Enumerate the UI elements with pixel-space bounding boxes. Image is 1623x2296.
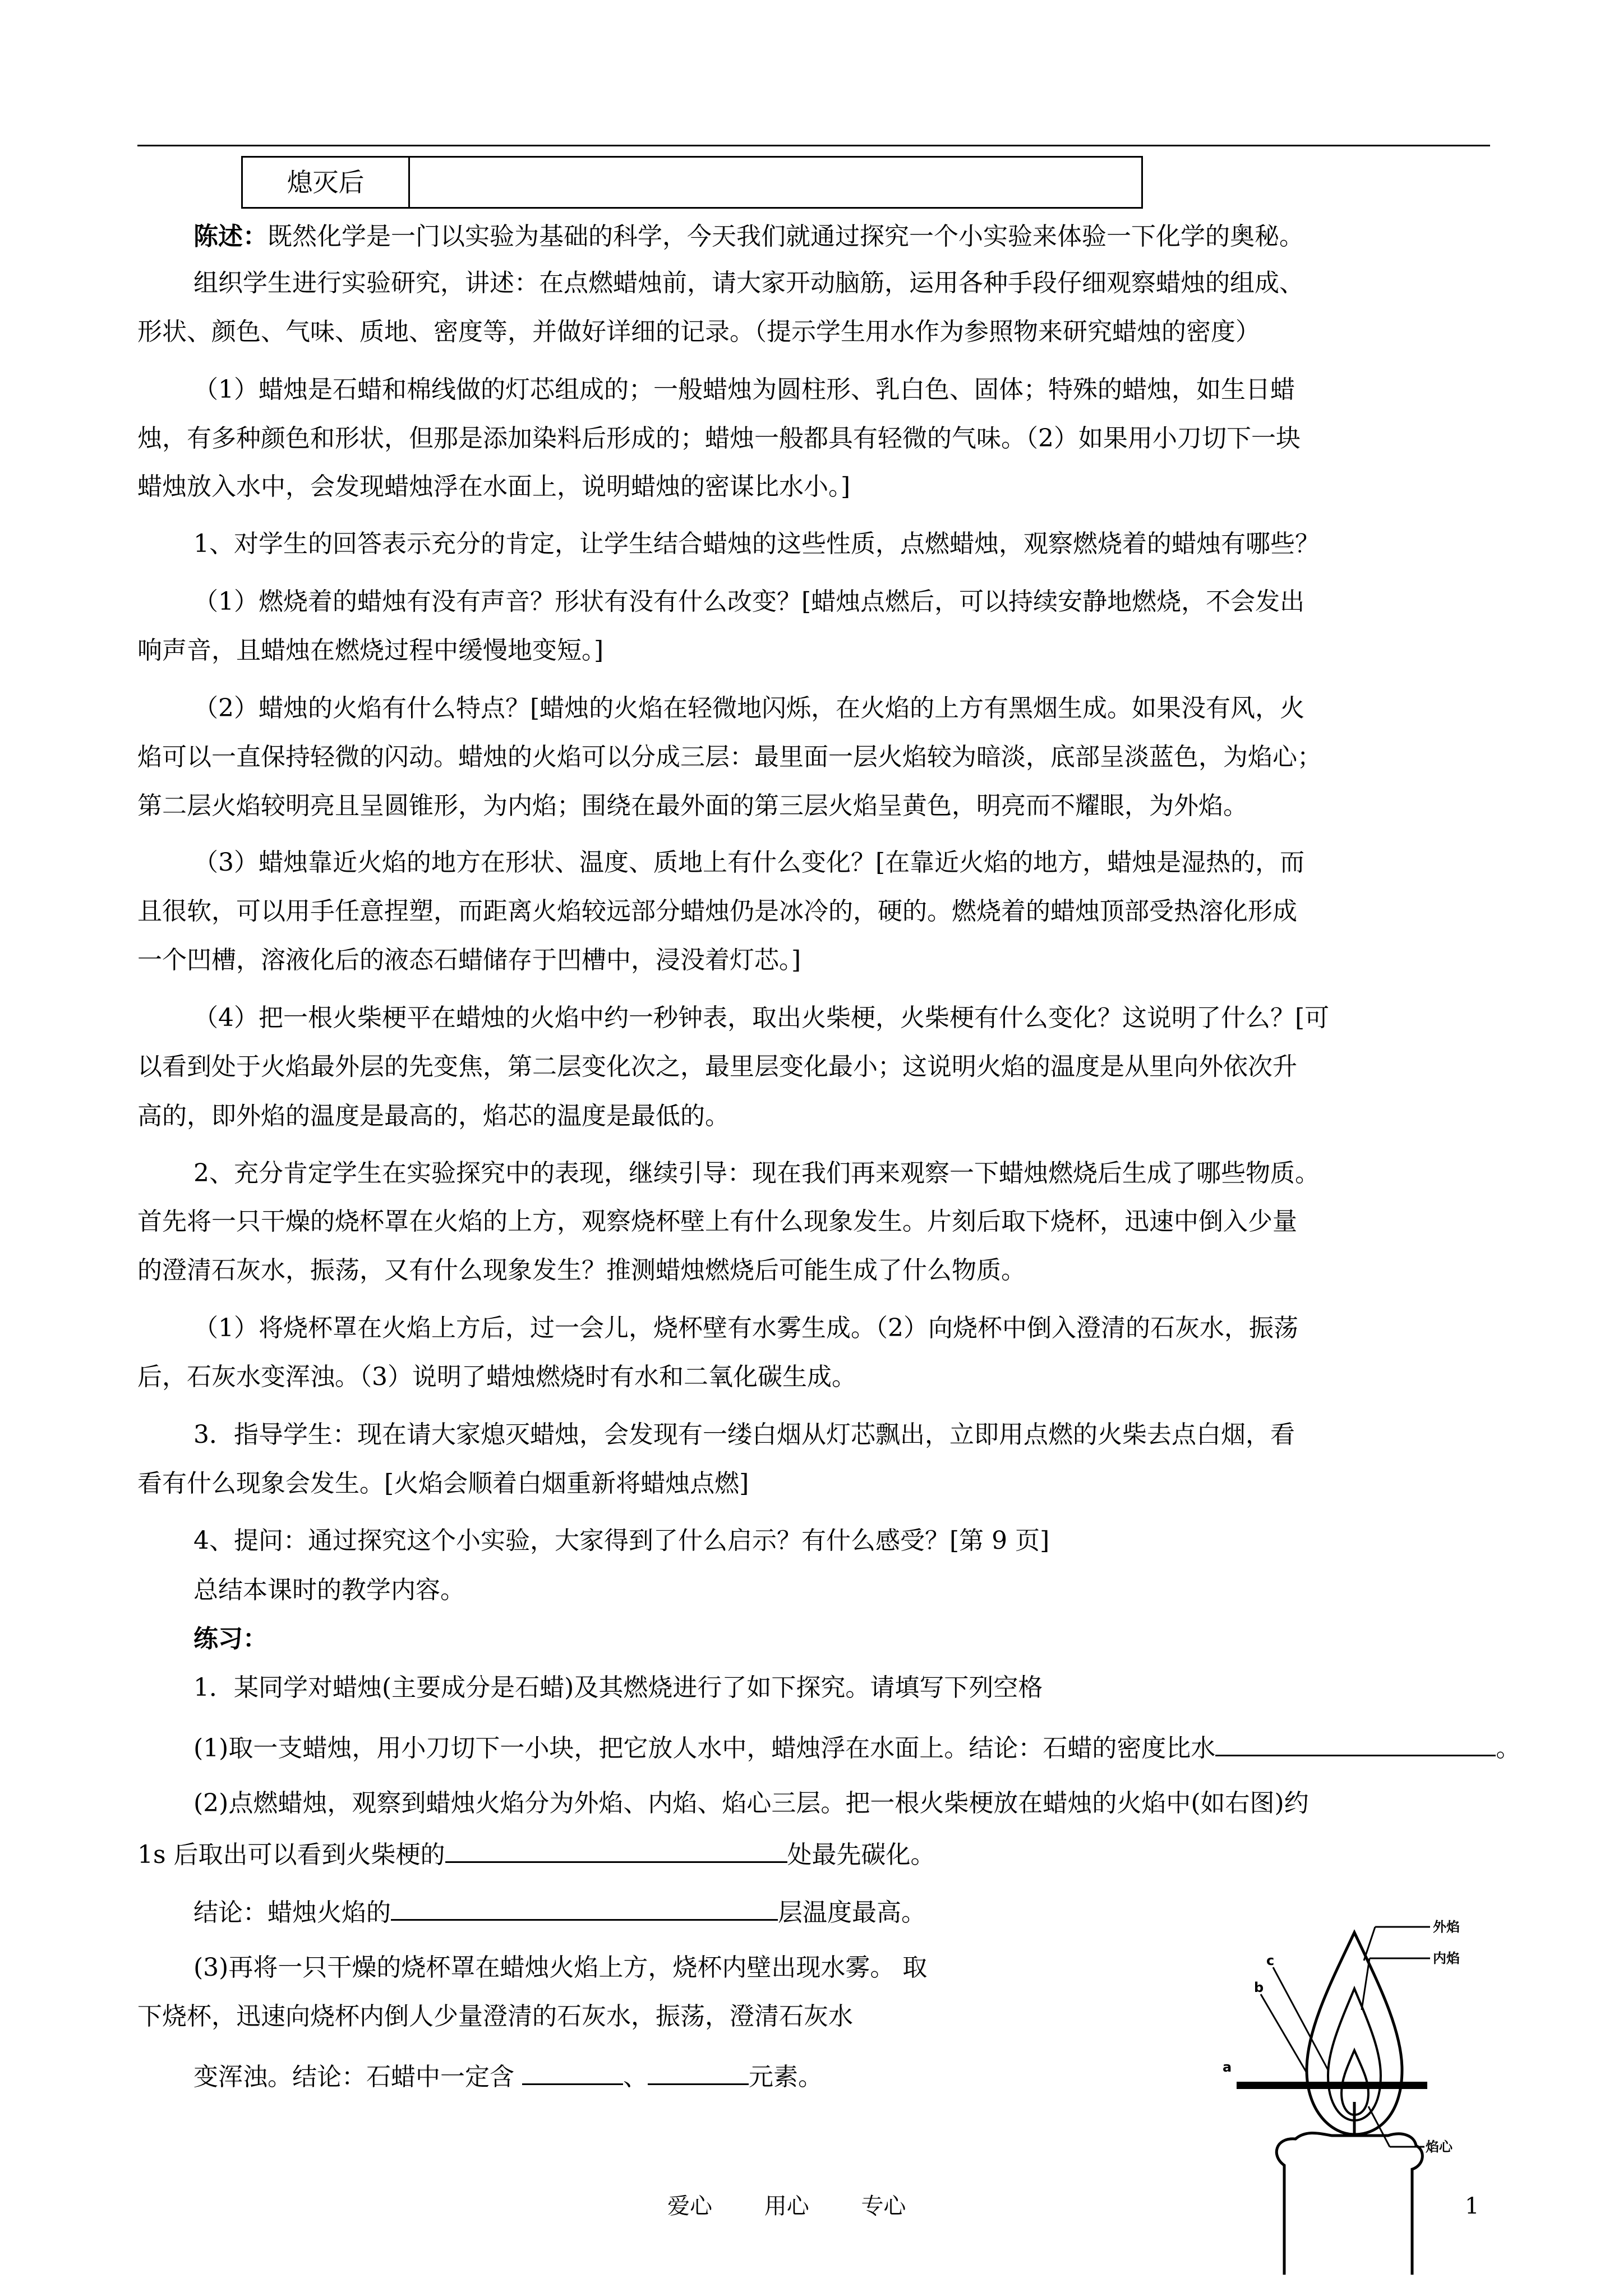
text-line: 一个凹槽，溶液化后的液态石蜡储存于凹槽中，浸没着灯芯。]	[137, 946, 801, 974]
text-line: （2）蜡烛的火焰有什么特点？[蜡烛的火焰在轻微地闪烁，在火焰的上方有黑烟生成。如果没有风，火	[193, 694, 1305, 723]
statement-text: 既然化学是一门以实验为基础的科学，今天我们就通过探究一个小实验来体验一下化学的奥秘。	[268, 222, 1304, 251]
question-text: 。	[1496, 1734, 1521, 1763]
text-line: 焰可以一直保持轻微的闪动。蜡烛的火焰可以分成三层：最里面一层火焰较为暗淡，底部呈淡蓝色，为焰心；	[137, 743, 1322, 771]
question-text: 1s 后取出可以看到火柴梗的	[137, 1841, 445, 1869]
question-text: 层温度最高。	[778, 1898, 926, 1927]
header-rule	[137, 145, 1490, 146]
candle-flame-figure	[1217, 1882, 1497, 2292]
question-text: 变浑浊。结论：石蜡中一定含	[193, 2063, 514, 2091]
footer-item: 爱心	[667, 2193, 712, 2219]
answer-blank[interactable]	[522, 2058, 623, 2085]
text-line: （4）把一根火柴梗平在蜡烛的火焰中约一秒钟表，取出火柴梗，火柴梗有什么变化？这说明了什么？[可	[193, 1004, 1330, 1032]
text-line: 组织学生进行实验研究，讲述：在点燃蜡烛前，请大家开动脑筋，运用各种手段仔细观察蜡烛的组成、	[193, 269, 1304, 297]
inner-flame	[1328, 1989, 1381, 2120]
page-footer	[667, 2192, 951, 2220]
text-line: （3）蜡烛靠近火焰的地方在形状、温度、质地上有什么变化？[在靠近火焰的地方，蜡烛是湿热的，而	[193, 848, 1305, 877]
answer-blank[interactable]	[445, 1835, 787, 1863]
label-inner-flame: 内焰	[1433, 1950, 1460, 1966]
matchstick	[1237, 2082, 1427, 2089]
text-line: 蜡烛放入水中，会发现蜡烛浮在水面上，说明蜡烛的密谋比水小。]	[137, 472, 851, 501]
text-line: 3．指导学生：现在请大家熄灭蜡烛，会发现有一缕白烟从灯芯飘出，立即用点燃的火柴去点白烟，看	[193, 1420, 1295, 1449]
answer-blank[interactable]	[1215, 1729, 1496, 1756]
question-text: (1)取一支蜡烛，用小刀切下一小块，把它放人水中，蜡烛浮在水面上。结论：石蜡的密度比水	[193, 1734, 1216, 1763]
text-line: 下烧杯，迅速向烧杯内倒人少量澄清的石灰水，振荡，澄清石灰水	[137, 2002, 853, 2031]
text-line: 总结本课时的教学内容。	[193, 1576, 465, 1604]
candle-body	[1276, 2133, 1422, 2275]
exercise-heading: 练习：	[193, 1625, 268, 1653]
text-line: 1．某同学对蜡烛(主要成分是石蜡)及其燃烧进行了如下探究。请填写下列空格	[193, 1673, 1043, 1702]
text-line: （1）燃烧着的蜡烛有没有声音？形状有没有什么改变？[蜡烛点燃后，可以持续安静地燃烧，不会发出	[193, 587, 1305, 616]
question-text: 元素。	[749, 2063, 823, 2091]
text-line: 响声音，且蜡烛在燃烧过程中缓慢地变短。]	[137, 636, 604, 665]
observation-table	[241, 156, 1143, 209]
page-number: 1	[1465, 2193, 1479, 2219]
label-a: a	[1223, 2059, 1232, 2075]
text-line: 第二层火焰较明亮且呈圆锥形，为内焰；围绕在最外面的第三层火焰呈黄色，明亮而不耀眼，为外焰。	[137, 792, 1248, 820]
text-line: 高的，即外焰的温度是最高的，焰芯的温度是最低的。	[137, 1102, 730, 1130]
question-line	[193, 1729, 1520, 1765]
statement-line	[193, 220, 1304, 254]
question-text: 结论：蜡烛火焰的	[193, 1898, 391, 1927]
text-line: 2、充分肯定学生在实验探究中的表现，继续引导：现在我们再来观察一下蜡烛燃烧后生成了哪些物质。	[193, 1159, 1320, 1188]
statement-label: 陈述：	[193, 222, 268, 251]
text-line: (2)点燃蜡烛，观察到蜡烛火焰分为外焰、内焰、焰心三层。把一根火柴梗放在蜡烛的火焰中(如右图)约	[193, 1789, 1309, 1818]
answer-blank[interactable]	[391, 1893, 778, 1921]
question-line	[193, 1893, 926, 1930]
label-outer-flame: 外焰	[1433, 1919, 1460, 1935]
question-line	[137, 1835, 935, 1872]
text-line: 首先将一只干燥的烧杯罩在火焰的上方，观察烧杯壁上有什么现象发生。片刻后取下烧杯，迅速中倒入少量	[137, 1207, 1297, 1236]
text-line: 4、提问：通过探究这个小实验，大家得到了什么启示？有什么感受？[第 9 页]	[193, 1526, 1050, 1555]
text-line: 形状、颜色、气味、质地、密度等，并做好详细的记录。（提示学生用水作为参照物来研究蜡烛的密度）	[137, 318, 1260, 346]
label-flame-core: 焰心	[1426, 2139, 1453, 2155]
text-line: 的澄清石灰水，振荡，又有什么现象发生？推测蜡烛燃烧后可能生成了什么物质。	[137, 1256, 1026, 1285]
answer-blank[interactable]	[648, 2058, 749, 2085]
text-line: 看有什么现象会发生。[火焰会顺着白烟重新将蜡烛点燃]	[137, 1469, 749, 1498]
text-line: （1）将烧杯罩在火焰上方后，过一会儿，烧杯壁有水雾生成。（2）向烧杯中倒入澄清的石灰水，振荡	[193, 1314, 1298, 1342]
footer-item: 专心	[861, 2193, 906, 2219]
text-line: 1、对学生的回答表示充分的肯定，让学生结合蜡烛的这些性质，点燃蜡烛，观察燃烧着的蜡烛有哪些？	[193, 530, 1320, 558]
text-line: （1）蜡烛是石蜡和棉线做的灯芯组成的；一般蜡烛为圆柱形、乳白色、固体；特殊的蜡烛，如生日蜡	[193, 375, 1295, 404]
footer-item: 用心	[764, 2193, 809, 2219]
text-line: (3)再将一只干燥的烧杯罩在蜡烛火焰上方，烧杯内壁出现水雾。 取	[193, 1953, 928, 1982]
text-line: 且很软，可以用手任意捏塑，而距离火焰较远部分蜡烛仍是冰冷的，硬的。燃烧着的蜡烛顶部受热溶化形成	[137, 897, 1297, 926]
text-line: 后，石灰水变浑浊。（3）说明了蜡烛燃烧时有水和二氧化碳生成。	[137, 1363, 856, 1391]
label-c: c	[1266, 1953, 1275, 1968]
table-row-label: 熄灭后	[243, 158, 410, 207]
label-b: b	[1254, 1980, 1264, 1995]
question-text: 、	[623, 2063, 648, 2091]
text-line: 烛，有多种颜色和形状，但那是添加染料后形成的；蜡烛一般都具有轻微的气味。（2）如果用小刀切下一块	[137, 424, 1301, 453]
question-text: 处最先碳化。	[787, 1841, 935, 1869]
question-line	[193, 2058, 823, 2094]
text-line: 以看到处于火焰最外层的先变焦，第二层变化次之，最里层变化最小；这说明火焰的温度是从里向外依次升	[137, 1052, 1297, 1081]
